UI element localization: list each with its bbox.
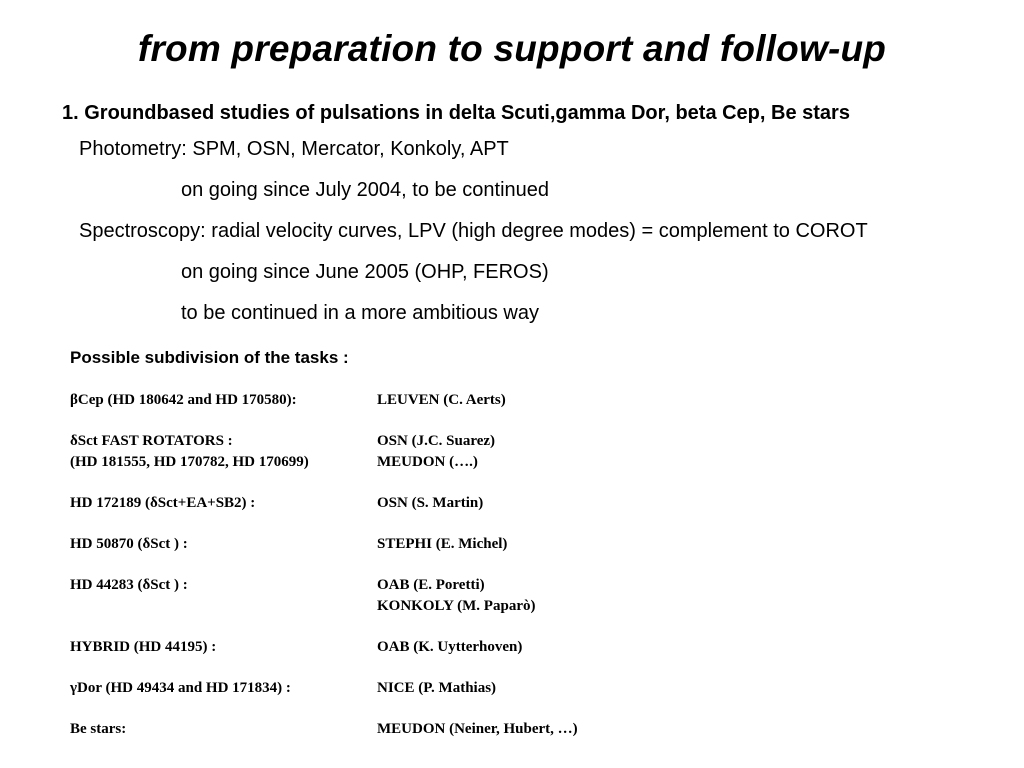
task-team: STEPHI (E. Michel) — [377, 536, 508, 552]
task-target: δSct FAST ROTATORS : — [70, 433, 233, 449]
task-team: KONKOLY (M. Paparò) — [377, 598, 536, 614]
task-team: OAB (E. Poretti) — [377, 577, 485, 593]
photometry-line: Photometry: SPM, OSN, Mercator, Konkoly, APT — [79, 138, 509, 160]
spectroscopy-line: Spectroscopy: radial velocity curves, LPV (high degree modes) = complement to COROT — [79, 220, 868, 242]
task-target: (HD 181555, HD 170782, HD 170699) — [70, 454, 309, 470]
task-team: LEUVEN (C. Aerts) — [377, 392, 506, 408]
spectroscopy-status-line-2: to be continued in a more ambitious way — [181, 302, 539, 324]
photometry-status-line: on going since July 2004, to be continued — [181, 179, 550, 201]
tasks-heading: Possible subdivision of the tasks : — [70, 348, 349, 367]
task-team: MEUDON (….) — [377, 454, 478, 470]
spectroscopy-status-line-1: on going since June 2005 (OHP, FEROS) — [181, 261, 549, 283]
task-target: HD 172189 (δSct+EA+SB2) : — [70, 495, 256, 511]
page-title: from preparation to support and follow-up — [137, 28, 887, 69]
task-target: Be stars: — [70, 721, 127, 737]
section-heading: 1. Groundbased studies of pulsations in delta Scuti,gamma Dor, beta Cep, Be stars — [62, 102, 850, 124]
task-target: HD 44283 (δSct ) : — [70, 577, 188, 593]
task-team: MEUDON (Neiner, Hubert, …) — [377, 721, 578, 737]
task-team: OSN (S. Martin) — [377, 495, 484, 511]
task-team: OSN (J.C. Suarez) — [377, 433, 496, 449]
task-team: OAB (K. Uytterhoven) — [377, 639, 523, 655]
task-target: HYBRID (HD 44195) : — [70, 639, 217, 655]
task-target: βCep (HD 180642 and HD 170580): — [70, 392, 297, 408]
task-target: HD 50870 (δSct ) : — [70, 536, 188, 552]
task-target: γDor (HD 49434 and HD 171834) : — [70, 680, 291, 696]
task-team: NICE (P. Mathias) — [377, 680, 497, 696]
